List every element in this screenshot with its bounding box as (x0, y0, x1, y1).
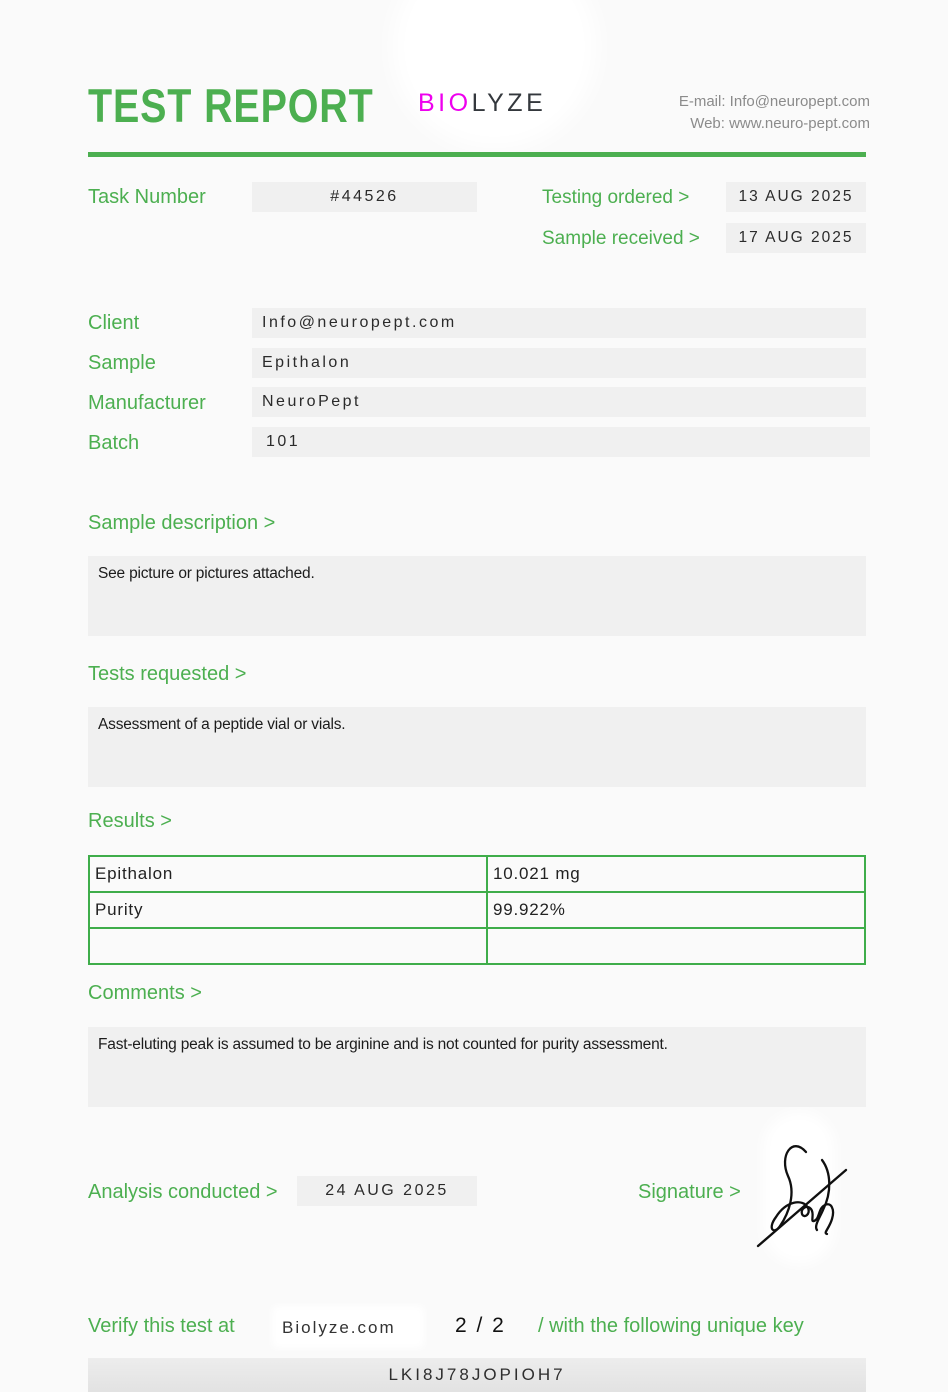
tests-requested-text: Assessment of a peptide vial or vials. (98, 716, 346, 733)
contact-info (679, 91, 870, 135)
watermark-circle-top (392, 0, 597, 149)
comments-text: Fast-eluting peak is assumed to be arginine and is not counted for purity assessment. (98, 1036, 668, 1053)
results-row-3 (89, 928, 865, 964)
sample-label: Sample (88, 352, 156, 374)
logo-part-lyze: LYZE (471, 89, 547, 117)
sample-value: Epithalon (252, 348, 866, 378)
verify-prefix: Verify this test at (88, 1315, 235, 1337)
tests-requested-box (88, 707, 866, 787)
results-row-1 (89, 856, 865, 892)
task-number-label: Task Number (88, 186, 206, 208)
verify-site-name: Biolyze.com (282, 1318, 396, 1337)
comments-box (88, 1027, 866, 1107)
manufacturer-label: Manufacturer (88, 392, 206, 414)
contact-web: Web: www.neuro-pept.com (690, 114, 870, 132)
signature-label: Signature > (638, 1181, 741, 1203)
sample-description-heading: Sample description > (88, 512, 276, 534)
analysis-conducted-label: Analysis conducted > (88, 1181, 278, 1203)
task-number-value: #44526 (252, 182, 477, 212)
result-name-3 (89, 928, 487, 964)
analysis-conducted-value: 24 AUG 2025 (297, 1176, 477, 1206)
result-value-1: 10.021 mg (487, 856, 865, 892)
page-title: TEST REPORT (88, 79, 374, 132)
results-heading: Results > (88, 810, 172, 832)
result-value-3 (487, 928, 865, 964)
result-name-2: Purity (89, 892, 487, 928)
tests-requested-heading: Tests requested > (88, 663, 247, 685)
client-label: Client (88, 312, 140, 334)
sample-description-box (88, 556, 866, 636)
unique-key-bar (88, 1358, 866, 1392)
batch-value: 101 (252, 427, 870, 457)
client-value: Info@neuropept.com (252, 308, 866, 338)
testing-ordered-value: 13 AUG 2025 (726, 182, 866, 212)
sample-received-value: 17 AUG 2025 (726, 223, 866, 253)
batch-label: Batch (88, 432, 140, 454)
result-value-2: 99.922% (487, 892, 865, 928)
page-indicator: 2 / 2 (455, 1314, 506, 1337)
results-row-2 (89, 892, 865, 928)
testing-ordered-label: Testing ordered > (542, 187, 690, 208)
comments-heading: Comments > (88, 982, 202, 1004)
logo-part-bio: BIO (418, 89, 472, 117)
manufacturer-value: NeuroPept (252, 387, 866, 417)
sample-description-text: See picture or pictures attached. (98, 565, 315, 582)
signature-scribble (752, 1138, 852, 1256)
unique-key-value: LKI8J78JOPIOH7 (388, 1365, 566, 1384)
header-divider (88, 152, 866, 157)
result-name-1: Epithalon (89, 856, 487, 892)
contact-email: E-mail: Info@neuropept.com (678, 93, 870, 110)
verify-suffix: / with the following unique key (538, 1315, 804, 1337)
results-table (88, 855, 866, 965)
biolyze-logo (418, 89, 546, 118)
sample-received-label: Sample received > (542, 228, 700, 249)
